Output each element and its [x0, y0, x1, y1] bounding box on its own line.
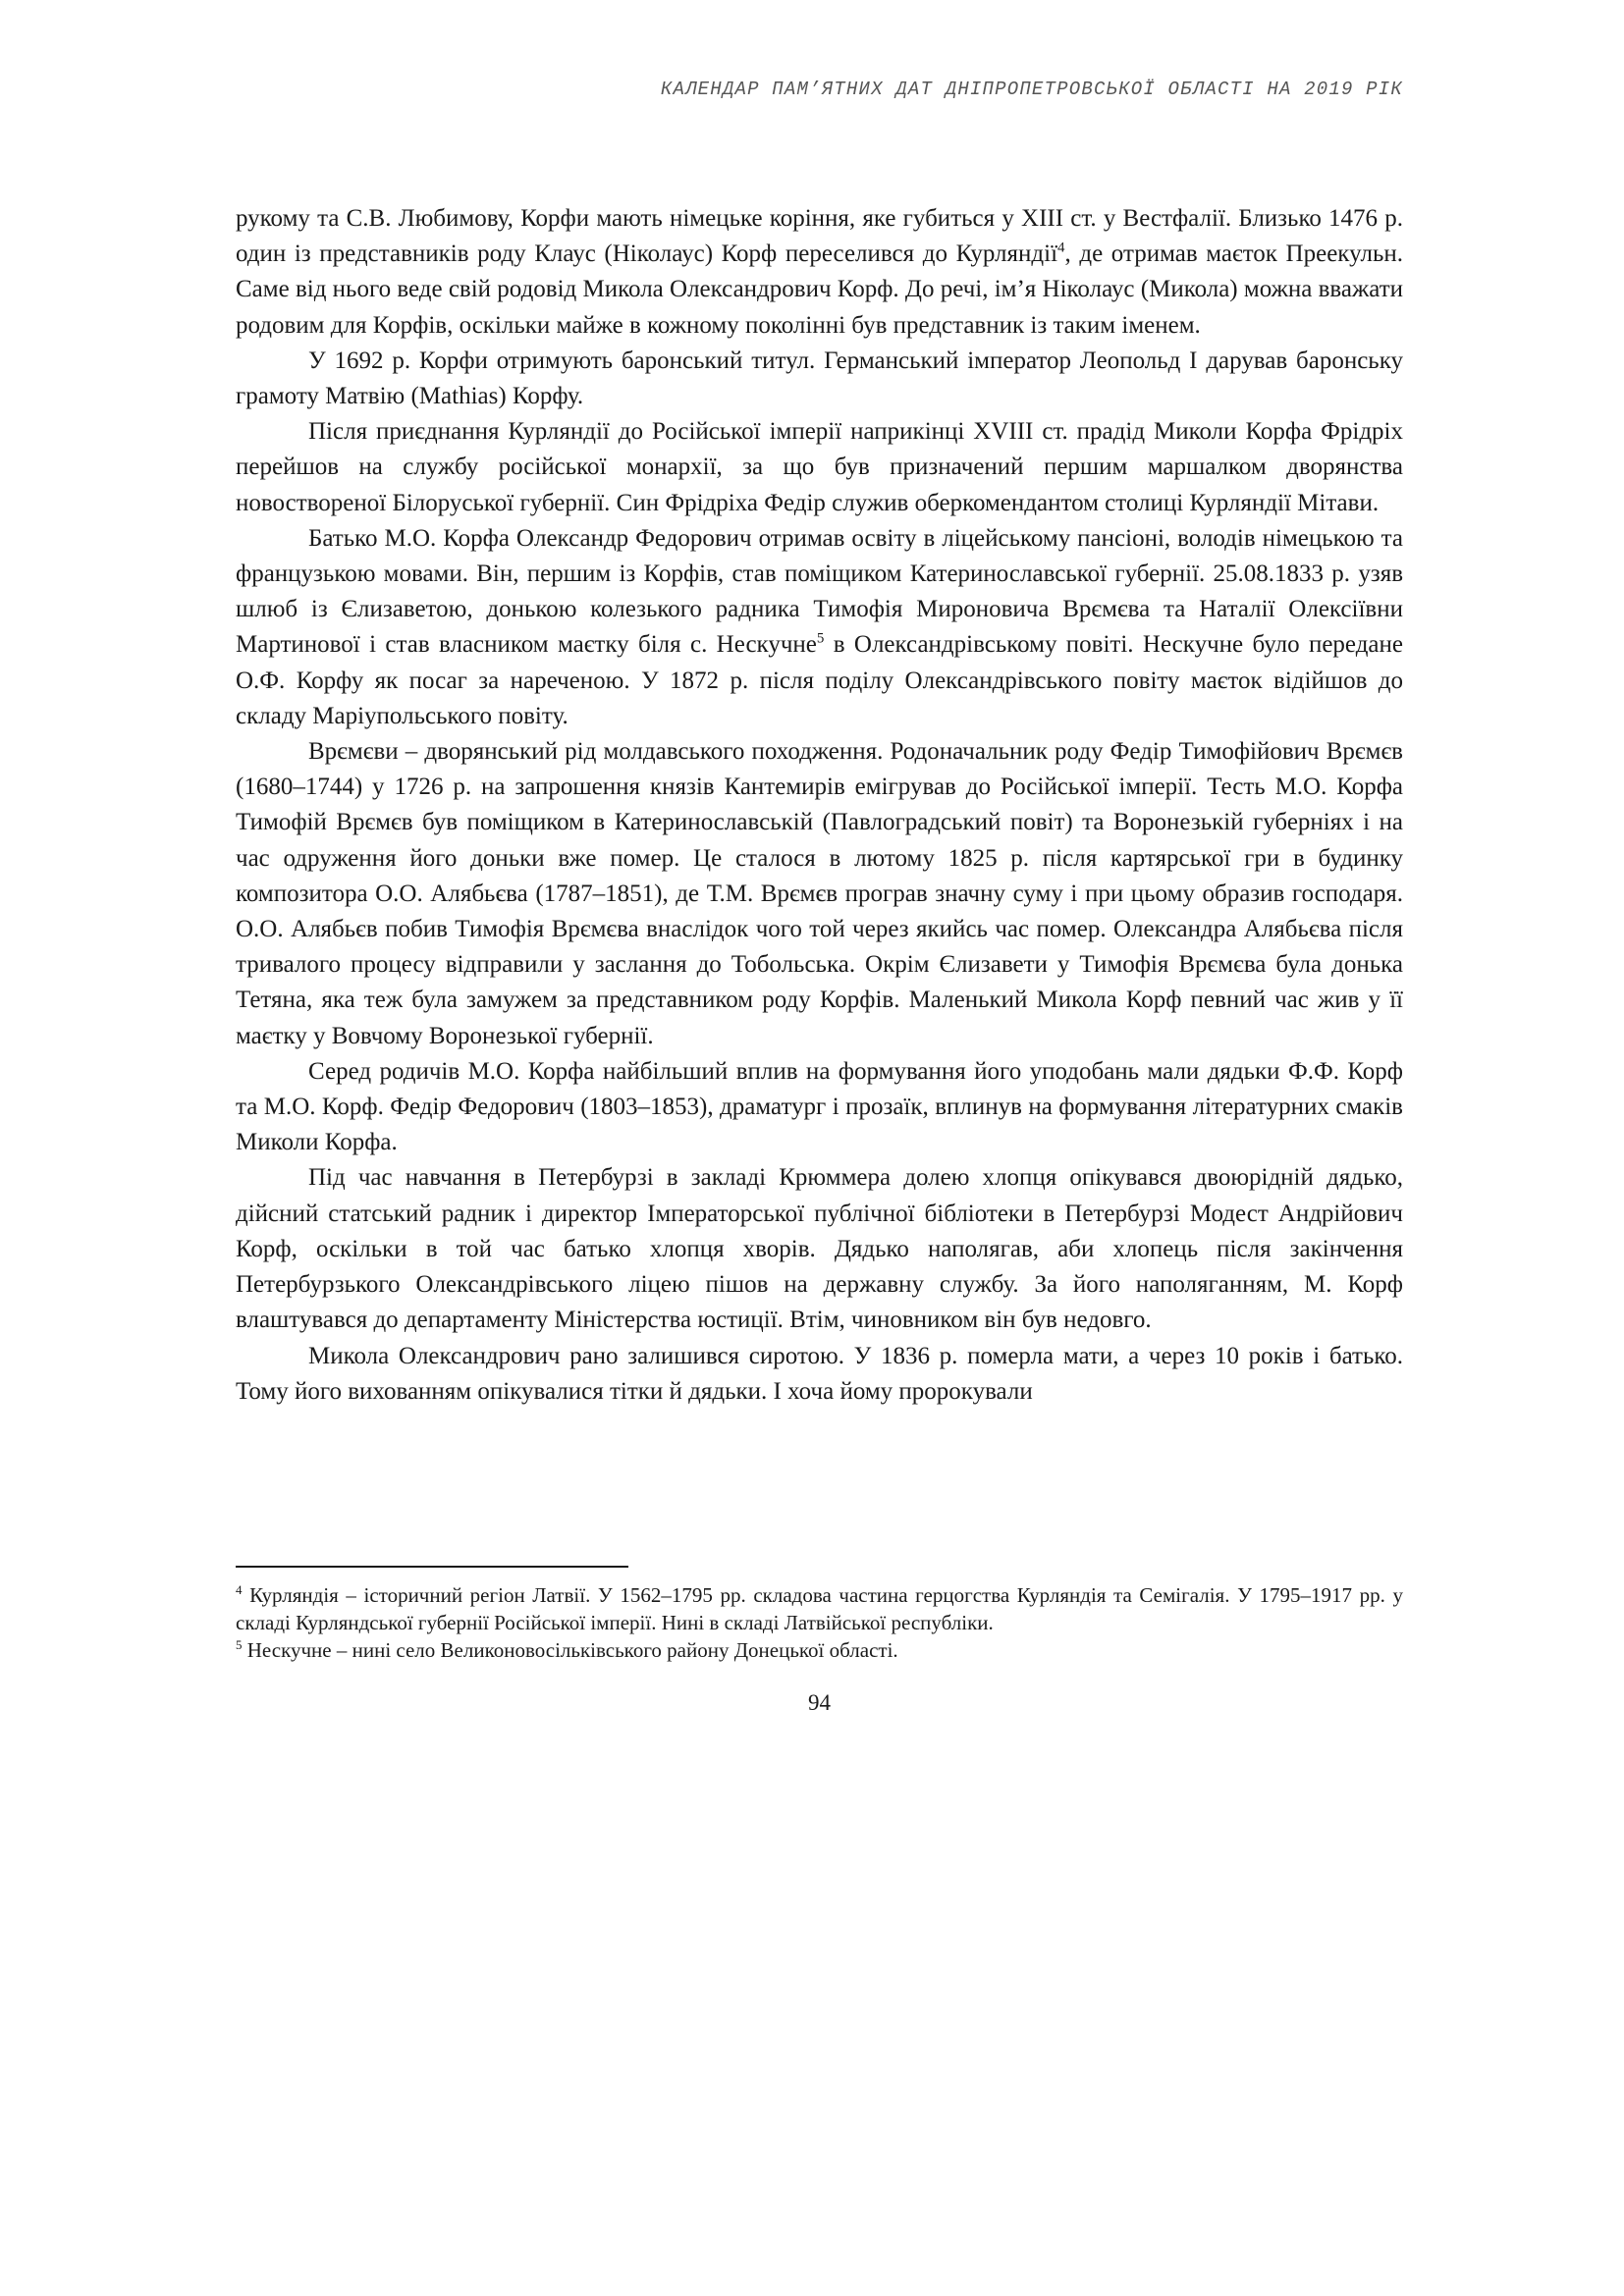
- paragraph-1-text-b: , де отримав маєток Преекульн. Саме від нього веде свій родовід Микола Олександрович Корф. До речі, ім’я Ніколаус (Микола) можна вважати родовим для Корфів, оскільки майже в кожному поколінні був представник із таким іменем.: [236, 240, 1403, 339]
- paragraph-4-text-b: в Олександрівському повіті. Нескучне було передане О.Ф. Корфу як посаг за нареченою. У 1872 р. після поділу Олександрівського повіту маєток відійшов до складу Маріупольського повіту.: [236, 631, 1403, 729]
- footnote-5-text: Нескучне – нині село Великоновосільківського району Донецької області.: [242, 1638, 898, 1662]
- paragraph-4-text-a: Батько М.О. Корфа Олександр Федорович отримав освіту в ліцейському пансіоні, володів німецькою та французькою мовами. Він, першим із Корфів, став поміщиком Катеринославської губернії. 25.08.1833 р. узяв шлюб із Єлизаветою, донькою колезького радника Тимофія Мироновича Врємєва та Наталії Олексіївни Мартинової і став власником маєтку біля с. Нескучне: [236, 524, 1403, 659]
- page-number: 94: [808, 1690, 831, 1715]
- paragraph-4: [236, 521, 1403, 734]
- paragraph-3: Після приєднання Курляндії до Російської імперії наприкінці XVIII ст. прадід Миколи Корфа Фрідріх перейшов на службу російської монархії, за що був призначений першим маршалком дворянства новоствореної Білоруської губернії. Син Фрідріха Федір служив оберкомендантом столиці Курляндії Мітави.: [236, 418, 1403, 516]
- footnote-divider: [236, 1566, 628, 1568]
- footnotes: [236, 1581, 1403, 1664]
- running-header: КАЛЕНДАР ПАМ’ЯТНИХ ДАТ ДНІПРОПЕТРОВСЬКОЇ ОБЛАСТІ НА 2019 РІК: [660, 79, 1403, 100]
- footnote-4-number: 4: [236, 1582, 243, 1597]
- footnote-4-text: Курляндія – історичний регіон Латвії. У 1562–1795 рр. складова частина герцогства Курляндія та Семігалія. У 1795–1917 рр. у складі Курляндської губернії Російської імперії. Нині в складі Латвійської республіки.: [236, 1583, 1403, 1634]
- body-text: [236, 201, 1403, 1410]
- paragraph-2: У 1692 р. Корфи отримують баронський титул. Германський імператор Леопольд I дарував баронську грамоту Матвію (Mathias) Корфу.: [236, 347, 1403, 410]
- paragraph-7: Під час навчання в Петербурзі в закладі Крюммера долею хлопця опікувався двоюрідній дядько, дійсний статський радник і директор Імператорської публічної бібліотеки в Петербурзі Модест Андрійович Корф, оскільки в той час батько хлопця хворів. Дядько наполягав, аби хлопець після закінчення Петербурзького Олександрівського ліцею пішов на державну службу. За його наполяганням, М. Корф влаштувався до департаменту Міністерства юстиції. Втім, чиновником він був недовго.: [236, 1164, 1403, 1334]
- footnote-5: [236, 1636, 1403, 1664]
- footnote-5-number: 5: [236, 1637, 243, 1652]
- paragraph-8: Микола Олександрович рано залишився сиротою. У 1836 р. померла мати, а через 10 років і батько. Тому його вихованням опікувалися тітки й дядьки. І хоча йому пророкували: [236, 1342, 1403, 1405]
- paragraph-5: Врємєви – дворянський рід молдавського походження. Родоначальник роду Федір Тимофійович Врємєв (1680–1744) у 1726 р. на запрошення князів Кантемирів емігрував до Російської імперії. Тесть М.О. Корфа Тимофій Врємєв був поміщиком в Катеринославській (Павлоградський повіт) та Воронезькій губерніях і на час одруження його доньки вже помер. Це сталося в лютому 1825 р. після картярської гри в будинку композитора О.О. Алябьєва (1787–1851), де Т.М. Врємєв програв значну суму і при цьому образив господаря. О.О. Алябьєв побив Тимофія Врємєва внаслідок чого той через якийсь час помер. Олександра Алябьєва після тривалого процесу відправили у заслання до Тобольська. Окрім Єлизавети у Тимофія Врємєва була донька Тетяна, яка теж була замужем за представником роду Корфів. Маленький Микола Корф певний час жив у її маєтку у Вовчому Воронезької губернії.: [236, 738, 1403, 1049]
- paragraph-1-text-a: рукому та С.В. Любимову, Корфи мають німецьке коріння, яке губиться у XIII ст. у Вестфалії. Близько 1476 р. один із представників роду Клаус (Ніколаус) Корф переселився до Курляндії: [236, 205, 1403, 268]
- paragraph-1: [236, 201, 1403, 344]
- footnote-ref-4[interactable]: 4: [1057, 240, 1065, 256]
- footnote-ref-5[interactable]: 5: [816, 631, 825, 648]
- paragraph-6: Серед родичів М.О. Корфа найбільший вплив на формування його уподобань мали дядьки Ф.Ф. Корф та М.О. Корф. Федір Федорович (1803–1853), драматург і прозаїк, вплинув на формування літературних смаків Миколи Корфа.: [236, 1057, 1403, 1156]
- footnote-4: [236, 1581, 1403, 1636]
